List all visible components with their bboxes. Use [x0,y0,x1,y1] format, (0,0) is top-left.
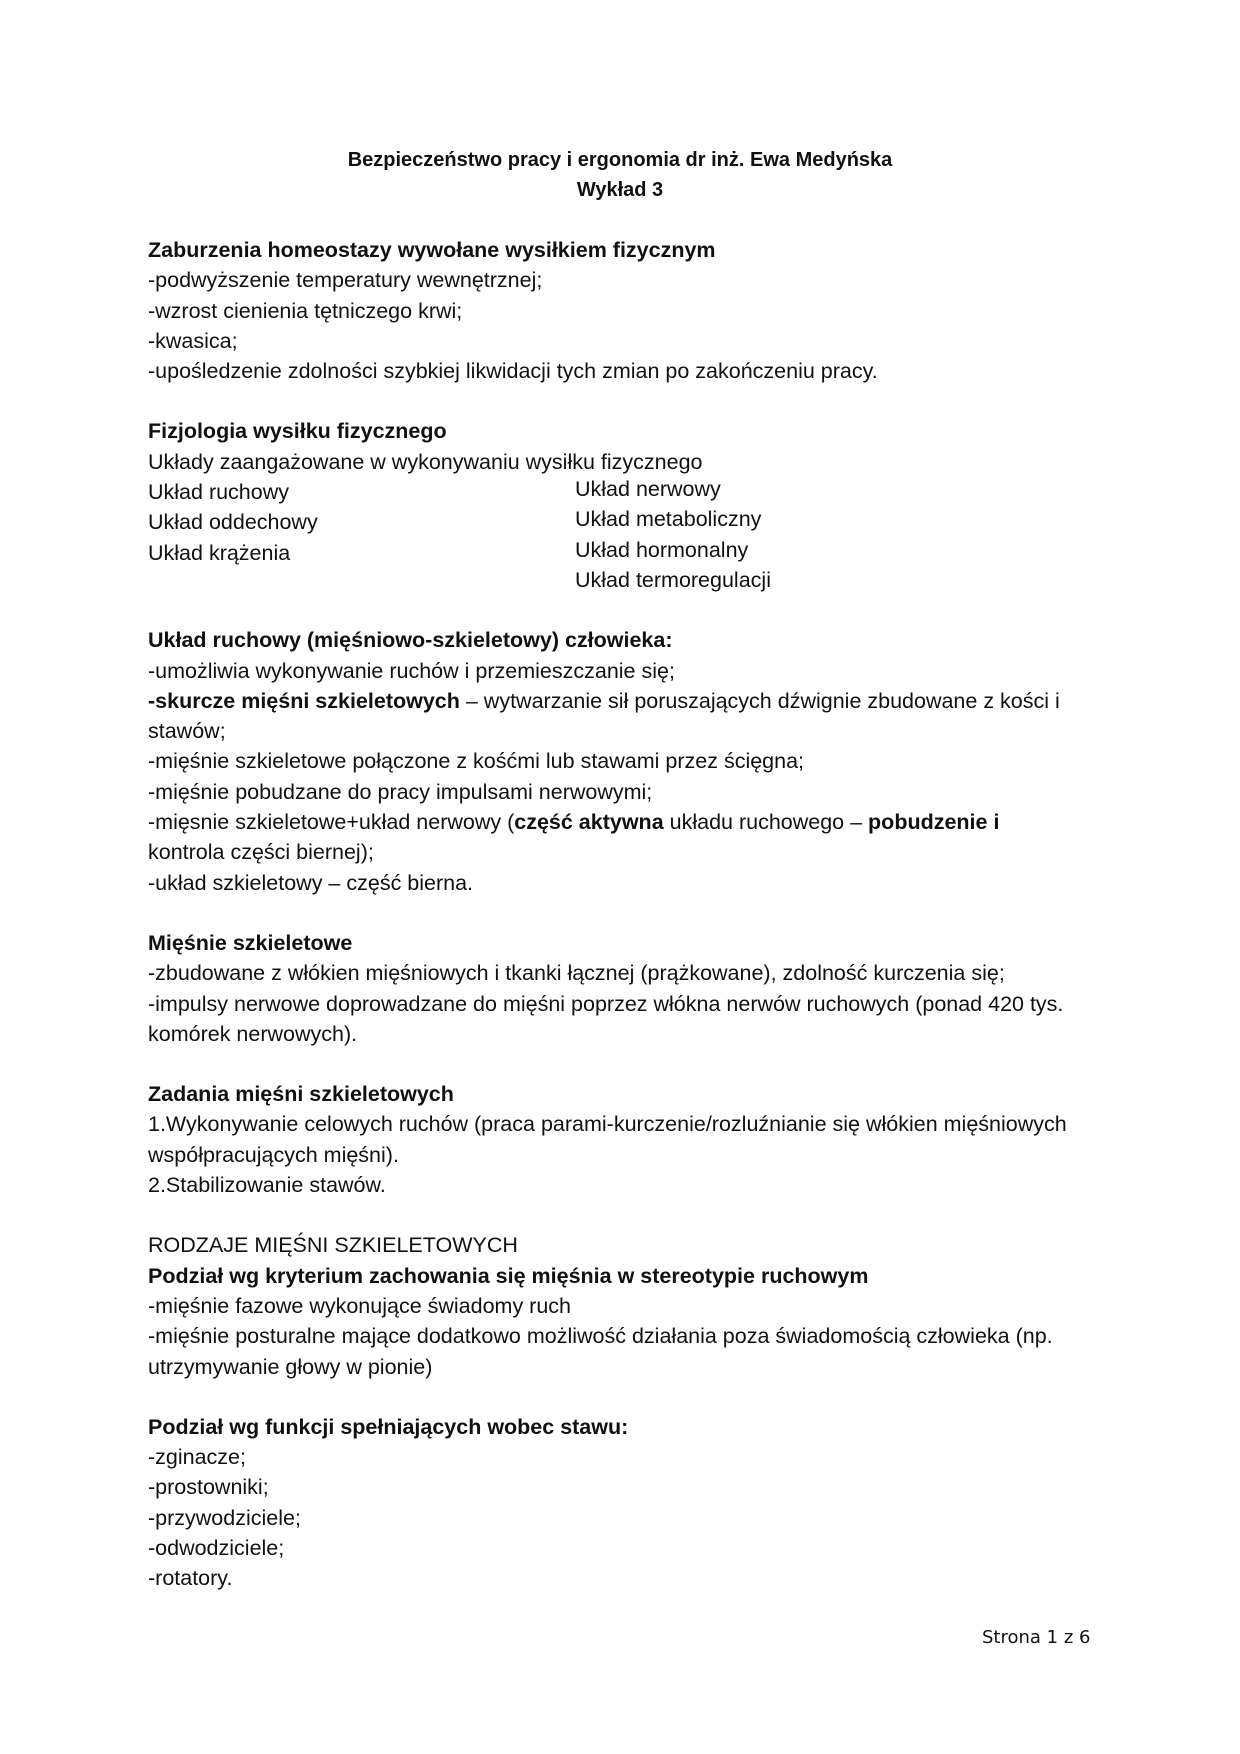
list-item: Układ metaboliczny [575,507,762,532]
section-heading-skeletal-muscles: Mięśnie szkieletowe [148,930,353,955]
paragraph-line: -zbudowane z włókien mięśniowych i tkanki łącznej (prążkowane), zdolność kurczenia się; [148,961,1005,986]
bold-term: pobudzenie i [868,810,1000,835]
list-item: Układ krążenia [148,540,291,565]
page-number: Strona 1 z 6 [982,1627,1091,1648]
bold-term: część aktywna [514,810,664,835]
list-item: -podwyższenie temperatury wewnętrznej; [148,268,543,293]
section-heading-motor-system: Układ ruchowy (mięśniowo-szkieletowy) człowieka: [148,628,673,653]
list-item: -prostowniki; [148,1475,269,1500]
section-heading-homeostasis: Zaburzenia homeostazy wywołane wysiłkiem fizycznym [148,238,716,262]
paragraph-line [148,807,1098,868]
list-item: Układ nerwowy [575,477,721,502]
paragraph-line: 1.Wykonywanie celowych ruchów (praca parami-kurczenie/rozluźnianie się włókien mięśniowych współpracujących mięśni). [148,1112,1067,1167]
list-item: -zginacze; [148,1445,246,1470]
list-item: -przywodziciele; [148,1505,301,1530]
section-heading-joint-functions: Podział wg funkcji spełniających wobec stawu: [148,1414,629,1439]
paragraph-line: -mięśnie szkieletowe połączone z kośćmi lub stawami przez ścięgna; [148,749,805,774]
systems-columns [148,477,1098,595]
systems-left-column [148,477,575,595]
list-item: -wzrost cienienia tętniczego krwi; [148,298,463,323]
text-span: – wytwarzanie sił poruszających dźwignie zbudowane z kości i stawów; [148,688,1060,744]
section-heading-physiology: Fizjologia wysiłku fizycznego [148,419,447,444]
text-span: kontrola części biernej); [148,840,374,865]
document-body [148,145,1098,1594]
text-span: układu ruchowego – [663,810,869,835]
section-intro: Układy zaangażowane w wykonywaniu wysiłku fizycznego [148,449,703,474]
paragraph-line: -umożliwia wykonywanie ruchów i przemieszczanie się; [148,658,675,683]
paragraph-line: -impulsy nerwowe doprowadzane do mięśni poprzez włókna nerwów ruchowych (ponad 420 tys. komórek nerwowych). [148,991,1064,1046]
paragraph-line: -układ szkieletowy – część bierna. [148,870,474,895]
bold-term: -skurcze mięśni szkieletowych [148,688,460,713]
list-item: Układ hormonalny [575,537,749,562]
list-item: Układ ruchowy [148,480,289,505]
list-item: -kwasica; [148,328,238,353]
section-heading-muscle-tasks: Zadania mięśni szkieletowych [148,1082,454,1107]
subheading-stereotype: Podział wg kryterium zachowania się mięśnia w stereotypie ruchowym [148,1263,869,1288]
paragraph-line: 2.Stabilizowanie stawów. [148,1173,386,1198]
paragraph-line: -mięśnie pobudzane do pracy impulsami nerwowymi; [148,779,653,804]
list-item: Układ termoregulacji [575,567,771,592]
paragraph-line: -mięśnie fazowe wykonujące świadomy ruch [148,1293,572,1318]
list-item: -rotatory. [148,1566,233,1591]
section-heading-muscle-types: RODZAJE MIĘŚNI SZKIELETOWYCH [148,1233,518,1258]
document-title: Bezpieczeństwo pracy i ergonomia dr inż. Ewa Medyńska [347,149,893,171]
paragraph-line [148,686,1098,747]
paragraph-line: -mięśnie posturalne mające dodatkowo możliwość działania poza świadomością człowieka (np. utrzymywanie głowy w pionie) [148,1324,1053,1379]
text-span: -mięsnie szkieletowe+układ nerwowy ( [148,810,515,835]
list-item: -odwodziciele; [148,1535,285,1560]
list-item: Układ oddechowy [148,510,318,535]
list-item: -upośledzenie zdolności szybkiej likwidacji tych zmian po zakończeniu pracy. [148,359,878,384]
systems-right-column [575,474,1002,595]
lecture-number: Wykład 3 [576,179,664,201]
